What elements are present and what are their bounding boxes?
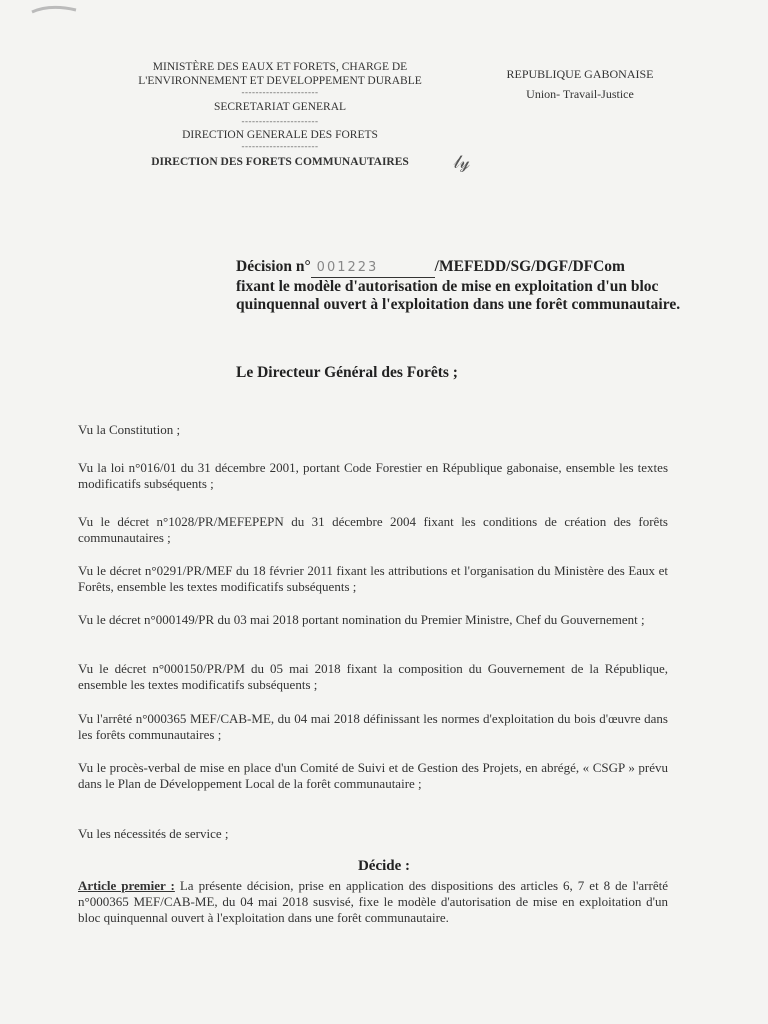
separator: ---------------------- (241, 87, 319, 97)
direction-generale: DIRECTION GENERALE DES FORETS (182, 129, 378, 141)
director-heading: Le Directeur Général des Forêts ; (236, 364, 458, 381)
vu-item: Vu les nécessités de service ; (78, 826, 229, 841)
vu-item: Vu le décret n°000149/PR du 03 mai 2018 portant nomination du Premier Ministre, Chef du Gouvernement ; (78, 612, 645, 627)
ministry-header (110, 60, 470, 173)
decision-suffix: /MEFEDD/SG/DGF/DFCom (434, 258, 625, 275)
article-premier (78, 878, 668, 926)
decision-subject: fixant le modèle d'autorisation de mise en exploitation d'un bloc quinquennal ouvert à l'exploitation dans une forêt communautaire. (236, 278, 681, 313)
vu-item: Vu le décret n°1028/PR/MEFEPEPN du 31 décembre 2004 fixant les conditions de création des forêts communautaires ; (78, 514, 668, 545)
handwritten-initials: 𝓁𝓎 (453, 152, 470, 173)
republic-motto: Union- Travail-Justice (526, 87, 634, 101)
scan-smudge (30, 0, 80, 20)
republic-name: REPUBLIQUE GABONAISE (506, 67, 654, 81)
ministry-name-line1: MINISTÈRE DES EAUX ET FORETS, CHARGE DE (152, 61, 408, 73)
article-label: Article premier : (78, 878, 175, 893)
vu-item: Vu le décret n°000150/PR/PM du 05 mai 2018 fixant la composition du Gouvernement de la République, ensemble les textes modificatifs subséquents ; (78, 661, 668, 692)
vu-item: Vu la loi n°016/01 du 31 décembre 2001, portant Code Forestier en République gabonaise, ensemble les textes modificatifs subséquents ; (78, 460, 668, 491)
decision-prefix: Décision n° (236, 258, 311, 275)
article-text: La présente décision, prise en application des dispositions des articles 6, 7 et 8 de l'arrêté n°000365 MEF/CAB-ME, du 04 mai 2018 susvisé, fixe le modèle d'autorisation de mise en exploitation d'un bloc quinquennal ouvert à l'exploitation dans une forêt communautaire. (78, 878, 668, 925)
direction-forets-communautaires: DIRECTION DES FORETS COMMUNAUTAIRES (151, 156, 409, 168)
vu-item: Vu le décret n°0291/PR/MEF du 18 février 2011 fixant les attributions et l'organisation du Ministère des Eaux et Forêts, ensemble les textes modificatifs subséquents ; (78, 563, 668, 594)
vu-item: Vu la Constitution ; (78, 422, 181, 437)
secretariat-general: SECRETARIAT GENERAL (213, 101, 347, 113)
ministry-name-line2: L'ENVIRONNEMENT ET DEVELOPPEMENT DURABLE (138, 75, 422, 87)
separator: ---------------------- (241, 141, 319, 151)
vu-item: Vu l'arrêté n°000365 MEF/CAB-ME, du 04 mai 2018 définissant les normes d'exploitation du bois d'œuvre dans les forêts communautaires ; (78, 711, 668, 742)
vu-item: Vu le procès-verbal de mise en place d'un Comité de Suivi et de Gestion des Projets, en abrégé, « CSGP » prévu dans le Plan de Développement Local de la forêt communautaire ; (78, 760, 668, 791)
republic-header (500, 64, 660, 104)
decision-title (236, 258, 696, 314)
separator: ---------------------- (241, 116, 319, 126)
decision-number: 001223 (311, 259, 435, 278)
decide-heading: Décide : (357, 858, 411, 874)
